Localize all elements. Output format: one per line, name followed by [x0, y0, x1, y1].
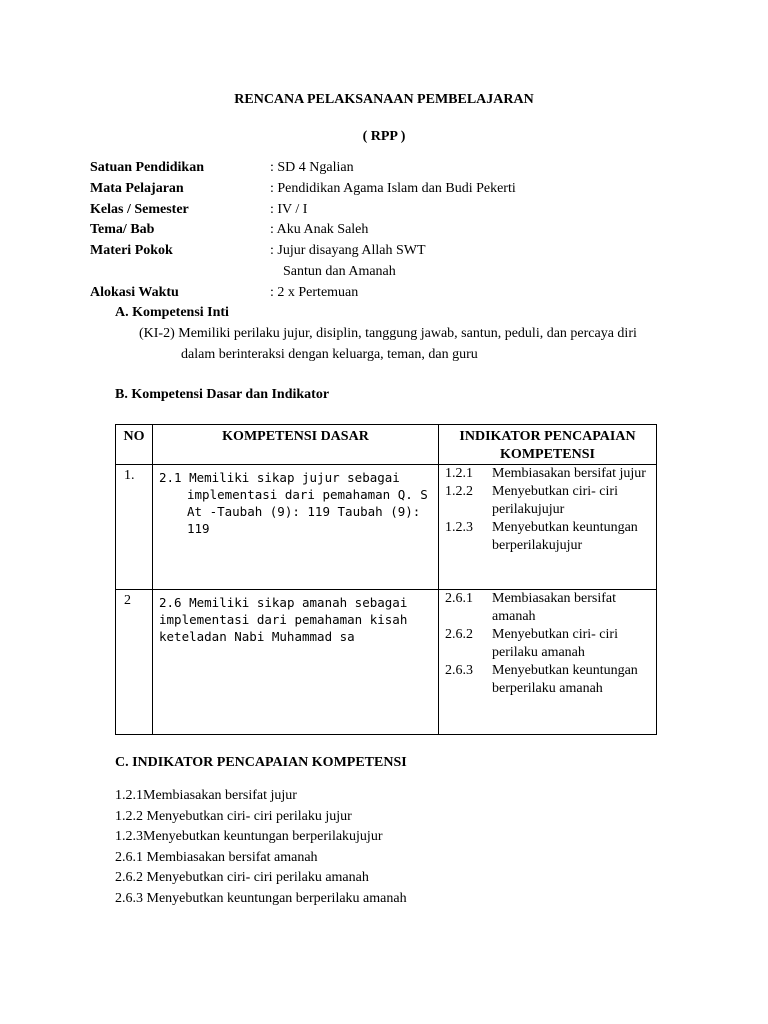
- list-item: 2.6.1 Membiasakan bersifat amanah: [115, 849, 318, 865]
- kd-description: Memiliki sikap amanah sebagai implementasi dari pemahaman kisah keteladan Nabi Muhammad sa: [159, 595, 408, 644]
- table-header-row: [116, 425, 657, 465]
- identity-value: : Aku Anak Saleh: [270, 222, 369, 237]
- indicator-number: 1.2.3: [445, 520, 473, 535]
- identity-value: : Jujur disayang Allah SWT: [270, 243, 426, 258]
- indicator-number: 1.2.2: [445, 484, 473, 499]
- header-no: NO: [116, 425, 153, 465]
- indicator-number: 2.6.2: [445, 627, 473, 642]
- kd-cell: [153, 465, 439, 590]
- document-title: RENCANA PELAKSANAAN PEMBELAJARAN: [234, 92, 534, 107]
- kd-number: 2.1: [159, 470, 182, 485]
- indicator-item: [439, 626, 656, 662]
- table-row: [116, 465, 657, 590]
- indicator-cell: [439, 465, 657, 590]
- indicator-number: 2.6.3: [445, 663, 473, 678]
- indicator-item: [439, 465, 656, 483]
- header-kompetensi-dasar: KOMPETENSI DASAR: [153, 425, 439, 465]
- list-item: 1.2.2 Menyebutkan ciri- ciri perilaku jujur: [115, 808, 352, 824]
- identity-label: Mata Pelajaran: [90, 181, 184, 196]
- identity-label: Satuan Pendidikan: [90, 160, 204, 175]
- indicator-text: Membiasakan bersifat amanah: [492, 591, 617, 624]
- indicator-item: [439, 590, 656, 626]
- section-b-heading: B. Kompetensi Dasar dan Indikator: [115, 387, 330, 402]
- header-indikator: [439, 425, 657, 465]
- indicator-text: Menyebutkan keuntungan berperilakujujur: [492, 520, 638, 553]
- identity-value-continued: Santun dan Amanah: [283, 264, 396, 279]
- row-number: 1.: [116, 465, 153, 590]
- list-item: 1.2.1Membiasakan bersifat jujur: [115, 788, 297, 803]
- section-a-heading: A. Kompetensi Inti: [115, 305, 229, 320]
- indicator-item: [439, 662, 656, 698]
- ki-statement-line2: dalam berinteraksi dengan keluarga, teman, dan guru: [181, 347, 478, 362]
- competency-table: [115, 424, 657, 735]
- table-row: [116, 590, 657, 735]
- identity-label: Alokasi Waktu: [90, 285, 179, 300]
- indicator-number: 2.6.1: [445, 591, 473, 606]
- identity-label: Materi Pokok: [90, 243, 173, 258]
- identity-value: : 2 x Pertemuan: [270, 285, 359, 300]
- indicator-text: Menyebutkan ciri- ciri perilakujujur: [492, 484, 618, 517]
- indicator-item: [439, 483, 656, 519]
- header-indikator-line1: INDIKATOR PENCAPAIAN: [459, 429, 636, 444]
- indicator-item: [439, 519, 656, 555]
- identity-value: : IV / I: [270, 202, 308, 217]
- indicator-text: Membiasakan bersifat jujur: [492, 466, 646, 481]
- row-number: 2: [116, 590, 153, 735]
- identity-value: : Pendidikan Agama Islam dan Budi Pekerti: [270, 181, 516, 196]
- kd-number: 2.6: [159, 595, 182, 610]
- indicator-number: 1.2.1: [445, 466, 473, 481]
- kd-description: Memiliki sikap jujur sebagai implementasi dari pemahaman Q. S At -Taubah (9): 119 Taubah (9): 119: [187, 470, 428, 536]
- ki-statement-line1: (KI-2) Memiliki perilaku jujur, disiplin, tanggung jawab, santun, peduli, dan percaya diri: [139, 326, 637, 341]
- header-indikator-line2: KOMPETENSI: [500, 447, 595, 462]
- identity-label: Kelas / Semester: [90, 202, 189, 217]
- section-c-heading: C. INDIKATOR PENCAPAIAN KOMPETENSI: [115, 755, 407, 770]
- kd-text: [159, 595, 407, 644]
- indicator-list: [115, 788, 407, 911]
- document-subtitle: ( RPP ): [362, 129, 406, 144]
- indicator-text: Menyebutkan keuntungan berperilaku amanah: [492, 663, 638, 696]
- list-item: 2.6.3 Menyebutkan keuntungan berperilaku amanah: [115, 890, 407, 906]
- list-item: 1.2.3Menyebutkan keuntungan berperilakujujur: [115, 829, 383, 844]
- identity-label: Tema/ Bab: [90, 222, 155, 237]
- kd-text: [159, 469, 432, 537]
- identity-value: : SD 4 Ngalian: [270, 160, 354, 175]
- indicator-cell: [439, 590, 657, 735]
- kd-cell: [153, 590, 439, 735]
- indicator-text: Menyebutkan ciri- ciri perilaku amanah: [492, 627, 618, 660]
- list-item: 2.6.2 Menyebutkan ciri- ciri perilaku amanah: [115, 870, 369, 885]
